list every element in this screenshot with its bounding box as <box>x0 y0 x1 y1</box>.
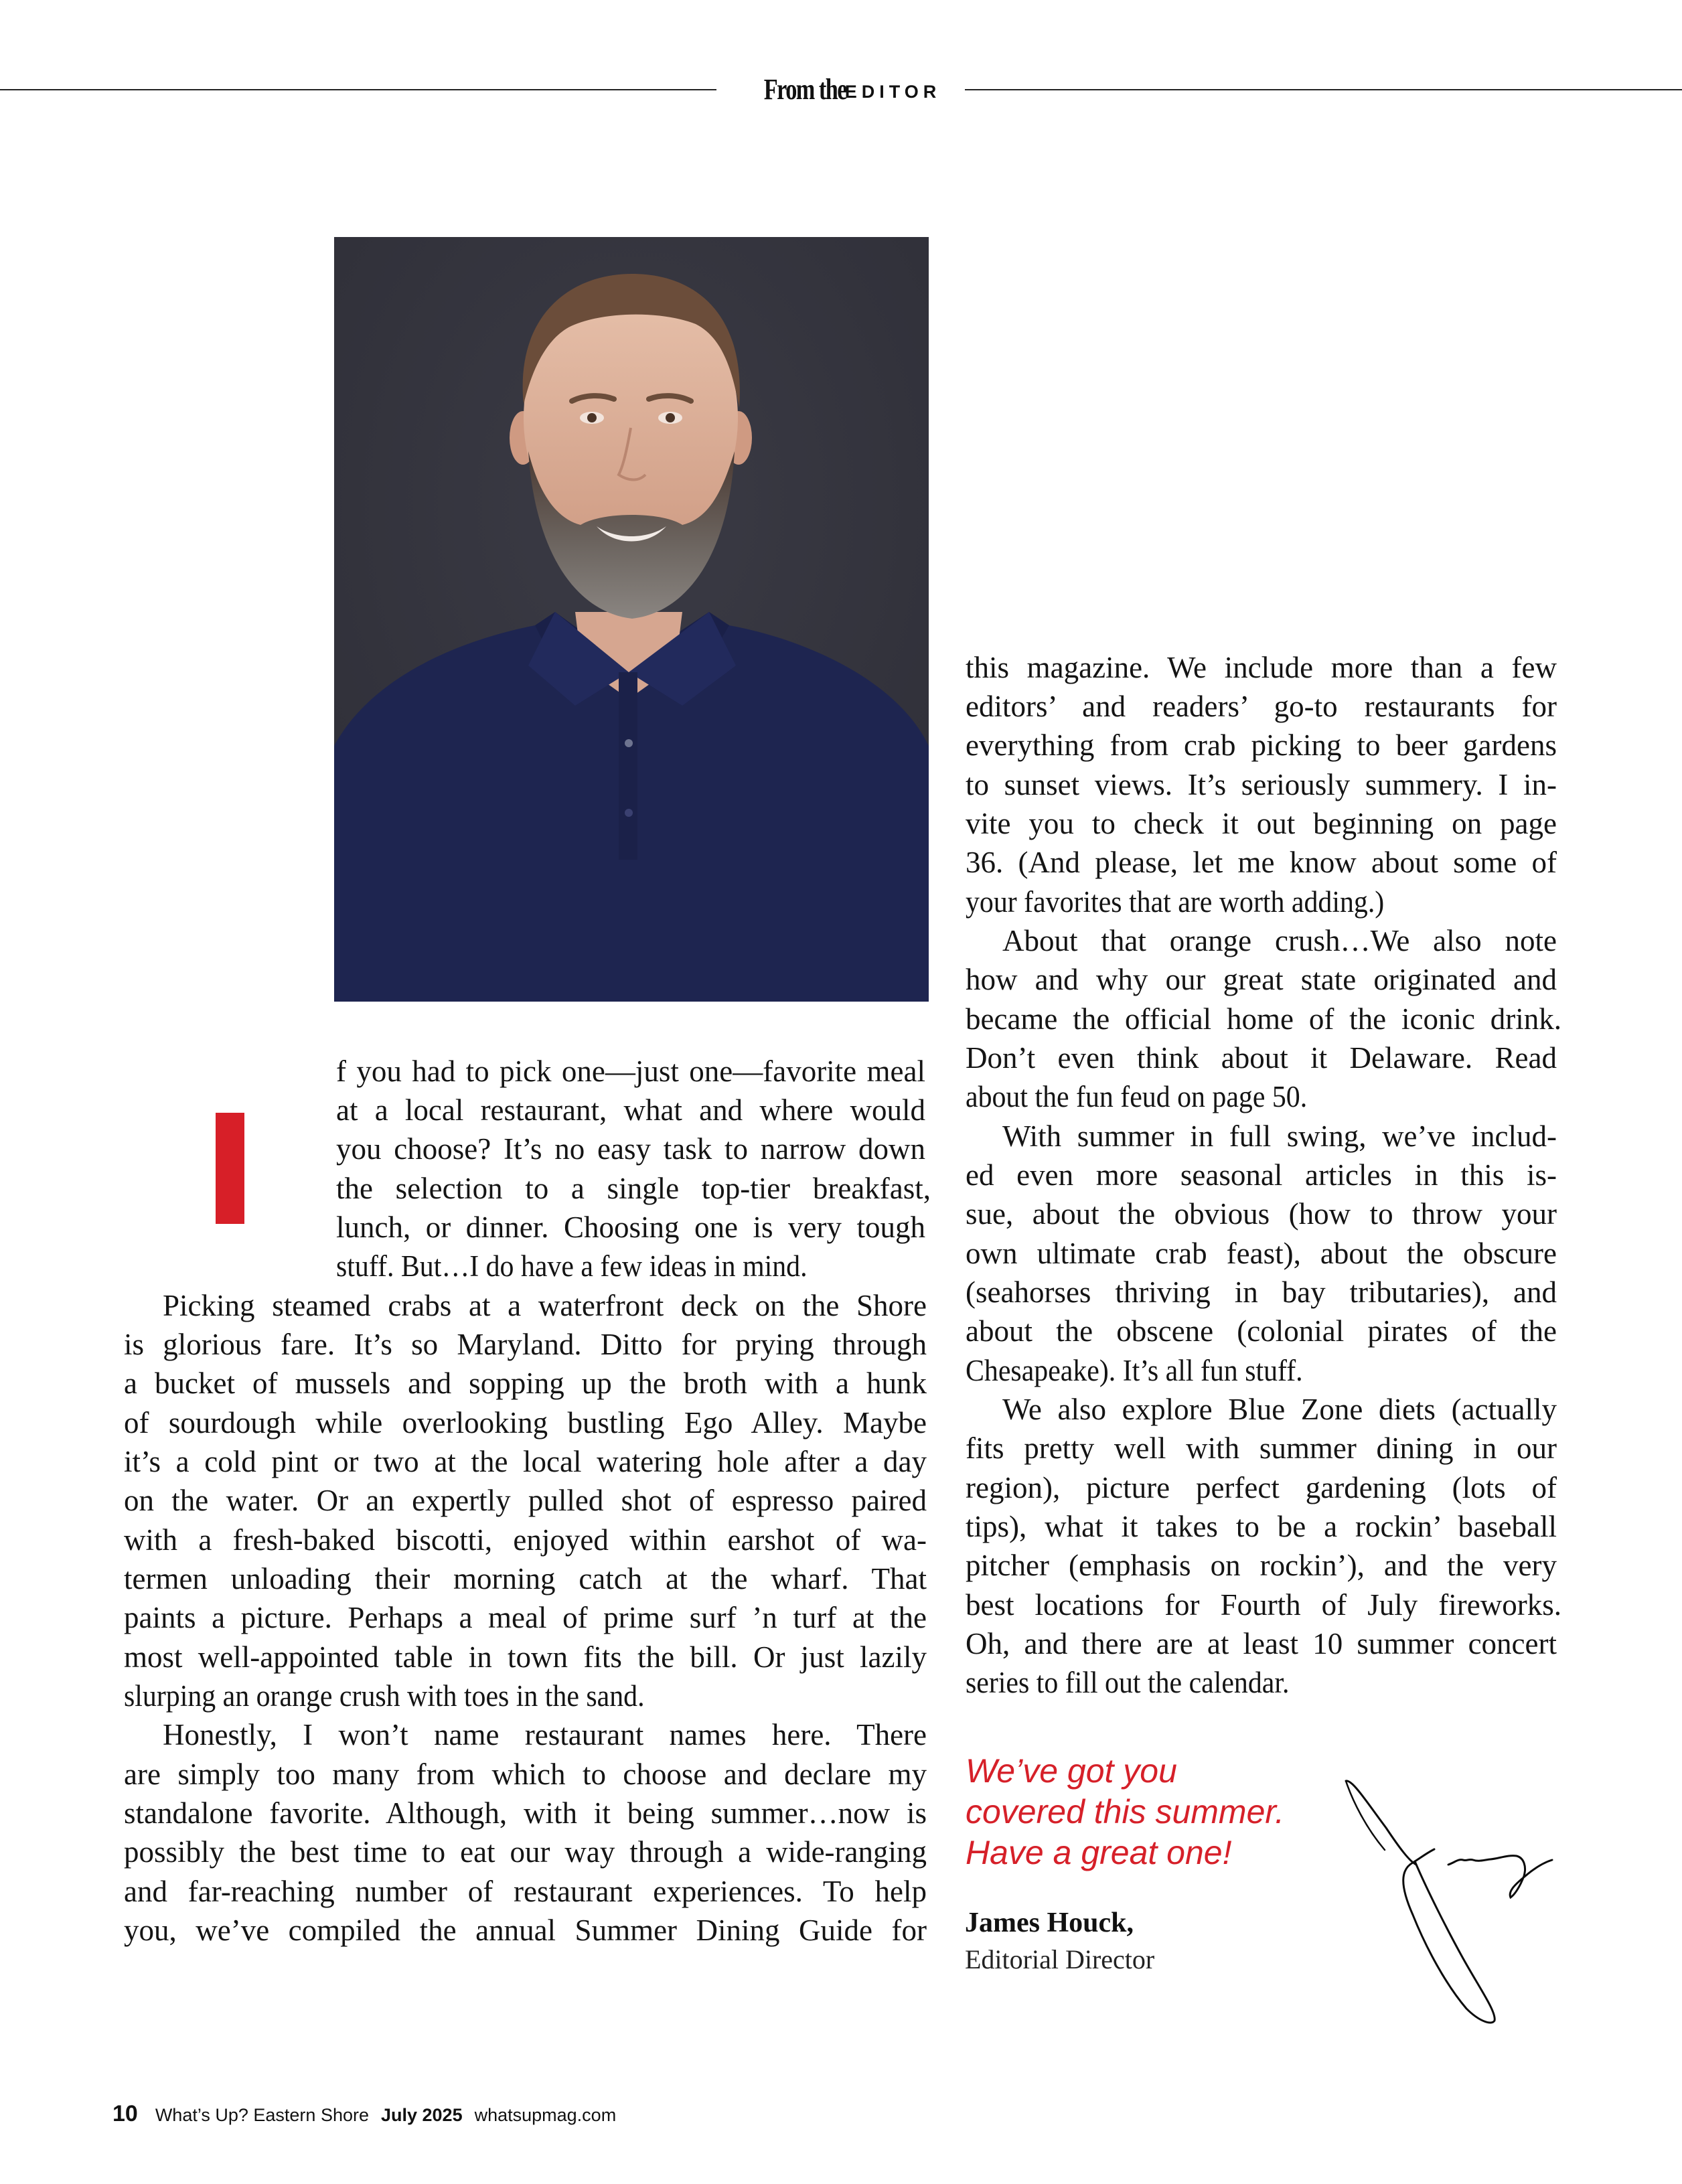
article-text-line: most well-appointed table in town fits the bill. Or just lazily <box>124 1640 927 1674</box>
article-text-line: f you had to pick one—just one—favorite meal <box>336 1055 925 1088</box>
article-text-line: 36. (And please, let me know about some of <box>966 846 1557 879</box>
page-number: 10 <box>112 2101 138 2126</box>
article-text-line: series to fill out the calendar. <box>966 1666 1290 1699</box>
article-text-line: tips), what it takes to be a rockin’ baseball <box>966 1510 1557 1543</box>
signature-icon <box>1326 1754 1594 2035</box>
article-text-line: and far-reaching number of restaurant experiences. To help <box>124 1875 927 1908</box>
section-header <box>716 67 965 111</box>
signoff-quote-line: covered this summer. <box>966 1793 1285 1830</box>
signoff-quote-line: We’ve got you <box>966 1752 1177 1790</box>
article-text-line: fits pretty well with summer dining in our <box>966 1431 1557 1465</box>
article-text-line: pitcher (emphasis on rockin’), and the very <box>966 1549 1557 1582</box>
article-text-line: Oh, and there are at least 10 summer concert <box>966 1627 1557 1660</box>
article-text-line: vite you to check it out beginning on page <box>966 807 1557 840</box>
article-text-line: ed even more seasonal articles in this is- <box>966 1158 1557 1192</box>
article-text-line: Picking steamed crabs at a waterfront deck on the Shore <box>163 1289 927 1322</box>
website-link[interactable]: whatsupmag.com <box>474 2105 617 2125</box>
article-text-line: Honestly, I won’t name restaurant names here. There <box>163 1718 927 1751</box>
article-text-line: We also explore Blue Zone diets (actually <box>1002 1393 1557 1426</box>
article-text-line: own ultimate crab feast), about the obscure <box>966 1237 1557 1270</box>
article-text-line: this magazine. We include more than a few <box>966 651 1557 684</box>
page-footer <box>112 2101 616 2130</box>
article-text-line: slurping an orange crush with toes in the sand. <box>124 1679 645 1713</box>
article-text-line: with a fresh-baked biscotti, enjoyed within earshot of wa- <box>124 1523 927 1557</box>
article-text-line: possibly the best time to eat our way through a wide-ranging <box>124 1835 927 1869</box>
article-text-line: you choose? It’s no easy task to narrow down <box>336 1132 925 1166</box>
article-text-line: about the fun feud on page 50. <box>966 1080 1308 1113</box>
article-text-line: paints a picture. Perhaps a meal of prime surf ’n turf at the <box>124 1601 927 1634</box>
issue-date: July 2025 <box>381 2105 463 2125</box>
signoff-quote-line: Have a great one! <box>966 1834 1232 1871</box>
article-text-line: at a local restaurant, what and where would <box>336 1093 925 1127</box>
article-text-line: a bucket of mussels and sopping up the broth with a hunk <box>124 1367 927 1400</box>
article-text-line: of sourdough while overlooking bustling Ego Alley. Maybe <box>124 1406 927 1439</box>
article-text-line: Don’t even think about it Delaware. Read <box>966 1041 1557 1075</box>
article-text-line: you, we’ve compiled the annual Summer Dining Guide for <box>124 1914 927 1947</box>
article-text-line: standalone favorite. Although, with it being summer…now is <box>124 1796 927 1830</box>
header-rule-right <box>965 89 1682 90</box>
article-text-line: termen unloading their morning catch at the wharf. That <box>124 1562 927 1595</box>
author-title: Editorial Director <box>965 1944 1155 1974</box>
article-text-line: became the official home of the iconic drink. <box>966 1002 1561 1036</box>
article-text-line: everything from crab picking to beer gardens <box>966 728 1557 762</box>
header-rule-left <box>0 89 716 90</box>
article-text-line: With summer in full swing, we’ve includ- <box>1002 1119 1557 1153</box>
article-text-line: region), picture perfect gardening (lots of <box>966 1471 1557 1504</box>
article-text-line: are simply too many from which to choose and declare my <box>124 1758 927 1791</box>
article-text-line: About that orange crush…We also note <box>1002 924 1557 957</box>
author-name: James Houck, <box>965 1907 1134 1938</box>
article-text-line: sue, about the obvious (how to throw your <box>966 1197 1557 1231</box>
article-text-line: editors’ and readers’ go-to restaurants for <box>966 690 1557 723</box>
article-text-line: how and why our great state originated and <box>966 963 1557 996</box>
article-text-line: Chesapeake). It’s all fun stuff. <box>966 1354 1303 1387</box>
article-text-line: to sunset views. It’s seriously summery. I in- <box>966 768 1557 801</box>
editor-portrait-photo <box>334 237 929 1002</box>
article-text-line: it’s a cold pint or two at the local watering hole after a day <box>124 1445 927 1478</box>
section-header-prefix: From the <box>763 72 846 106</box>
section-header-name: EDITOR <box>844 81 941 102</box>
article-text-line: lunch, or dinner. Choosing one is very tough <box>336 1211 925 1244</box>
article-text-line: about the obscene (colonial pirates of the <box>966 1314 1557 1348</box>
article-text-line: on the water. Or an expertly pulled shot of espresso paired <box>124 1484 927 1517</box>
portrait-illustration <box>334 237 929 1002</box>
article-text-line: the selection to a single top-tier breakfast, <box>336 1172 931 1205</box>
drop-cap <box>216 1113 244 1224</box>
article-text-line: best locations for Fourth of July fireworks. <box>966 1588 1561 1622</box>
magazine-name: What’s Up? Eastern Shore <box>155 2105 369 2125</box>
article-text-line: stuff. But…I do have a few ideas in mind. <box>336 1249 808 1283</box>
article-text-line: your favorites that are worth adding.) <box>966 885 1385 919</box>
article-text-line: (seahorses thriving in bay tributaries), and <box>966 1275 1557 1309</box>
article-text-line: is glorious fare. It’s so Maryland. Ditto for prying through <box>124 1328 927 1361</box>
